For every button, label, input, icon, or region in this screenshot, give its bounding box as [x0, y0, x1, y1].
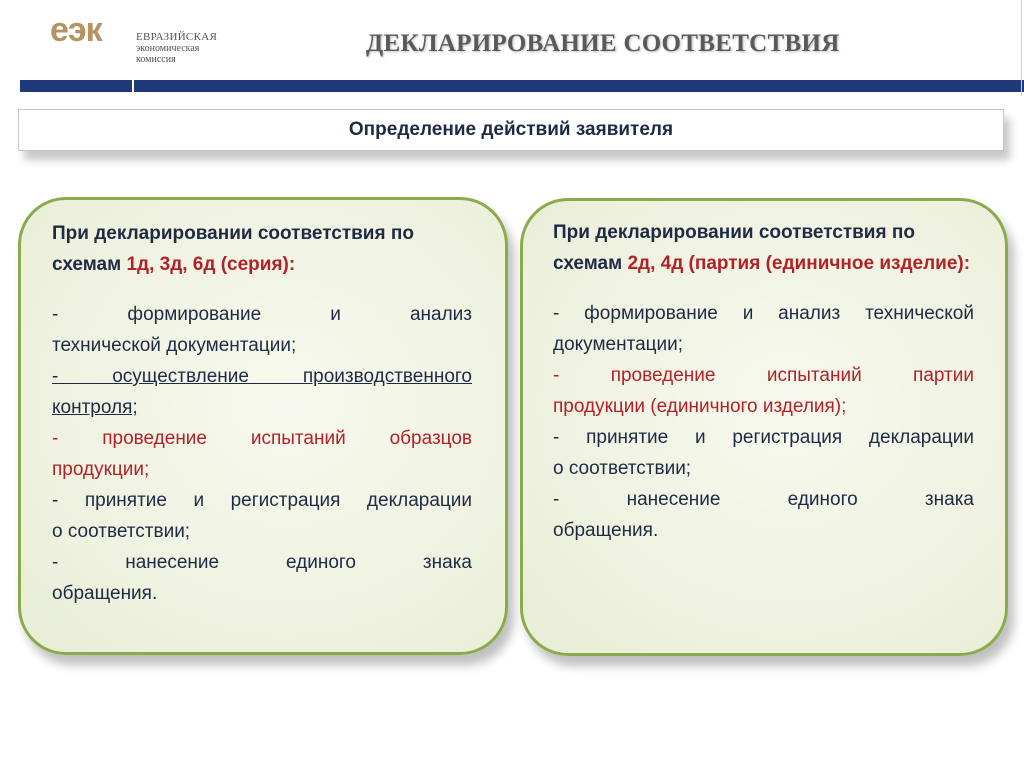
left-item-5-line-2: обращения.	[52, 583, 158, 604]
right-item-2	[553, 360, 974, 422]
right-card-heading-schemes: 2д, 4д (партия (единичное изделие):	[627, 253, 971, 274]
left-item-3-line-1: - проведение испытаний образцов	[52, 428, 472, 449]
left-item-4	[52, 485, 472, 547]
left-item-2-line-2: контроля;	[52, 397, 138, 418]
header-right-rule	[1021, 0, 1022, 96]
right-item-3	[553, 422, 974, 484]
right-item-4-line-2: обращения.	[553, 520, 659, 541]
right-card-heading-prefix: При декларировании соответствия по схемам	[553, 222, 915, 274]
right-item-2-line-2: продукции (единичного изделия);	[553, 396, 847, 417]
right-item-4	[553, 484, 974, 546]
right-item-1-line-2: документации;	[553, 334, 684, 355]
left-item-1-line-1: - формирование и анализ	[52, 304, 472, 325]
right-item-1	[553, 298, 974, 360]
page-title: ДЕКЛАРИРОВАНИЕ СООТВЕТСТВИЯ	[366, 30, 840, 57]
right-item-1-line-1: - формирование и анализ технической	[553, 303, 974, 324]
left-card	[18, 197, 508, 655]
left-item-2	[52, 361, 472, 423]
left-card-heading-prefix: При декларировании соответствия по схемам	[52, 223, 414, 275]
header-bar	[20, 80, 1024, 92]
left-item-4-line-2: о соответствии;	[52, 521, 191, 542]
logo-line-3: комиссия	[136, 54, 176, 65]
logo-line-2: экономическая	[136, 43, 200, 54]
left-item-2-line-1: - осуществление производственного	[52, 366, 472, 387]
header-bar-divider	[132, 80, 134, 92]
left-item-4-line-1: - принятие и регистрация декларации	[52, 490, 472, 511]
left-card-heading	[52, 218, 472, 280]
right-item-4-line-1: - нанесение единого знака	[553, 489, 974, 510]
left-item-5	[52, 547, 472, 609]
right-item-3-line-2: о соответствии;	[553, 458, 692, 479]
right-item-2-line-1: - проведение испытаний партии	[553, 365, 974, 386]
left-item-1-line-2: технической документации;	[52, 335, 297, 356]
right-card	[520, 198, 1008, 656]
subtitle-band	[18, 109, 1004, 151]
left-item-1	[52, 299, 472, 361]
subtitle-text: Определение действий заявителя	[348, 119, 674, 140]
logo-text	[136, 32, 276, 65]
left-item-5-line-1: - нанесение единого знака	[52, 552, 472, 573]
right-item-3-line-1: - принятие и регистрация декларации	[553, 427, 974, 448]
logo-line-1: ЕВРАЗИЙСКАЯ	[136, 31, 218, 43]
logo-mark: еэк	[50, 11, 102, 49]
left-card-content	[52, 218, 472, 609]
right-card-content	[553, 217, 974, 546]
right-card-heading	[553, 217, 974, 279]
left-card-heading-schemes: 1д, 3д, 6д (серия):	[126, 254, 296, 275]
left-item-3-line-2: продукции;	[52, 459, 150, 480]
left-item-3	[52, 423, 472, 485]
